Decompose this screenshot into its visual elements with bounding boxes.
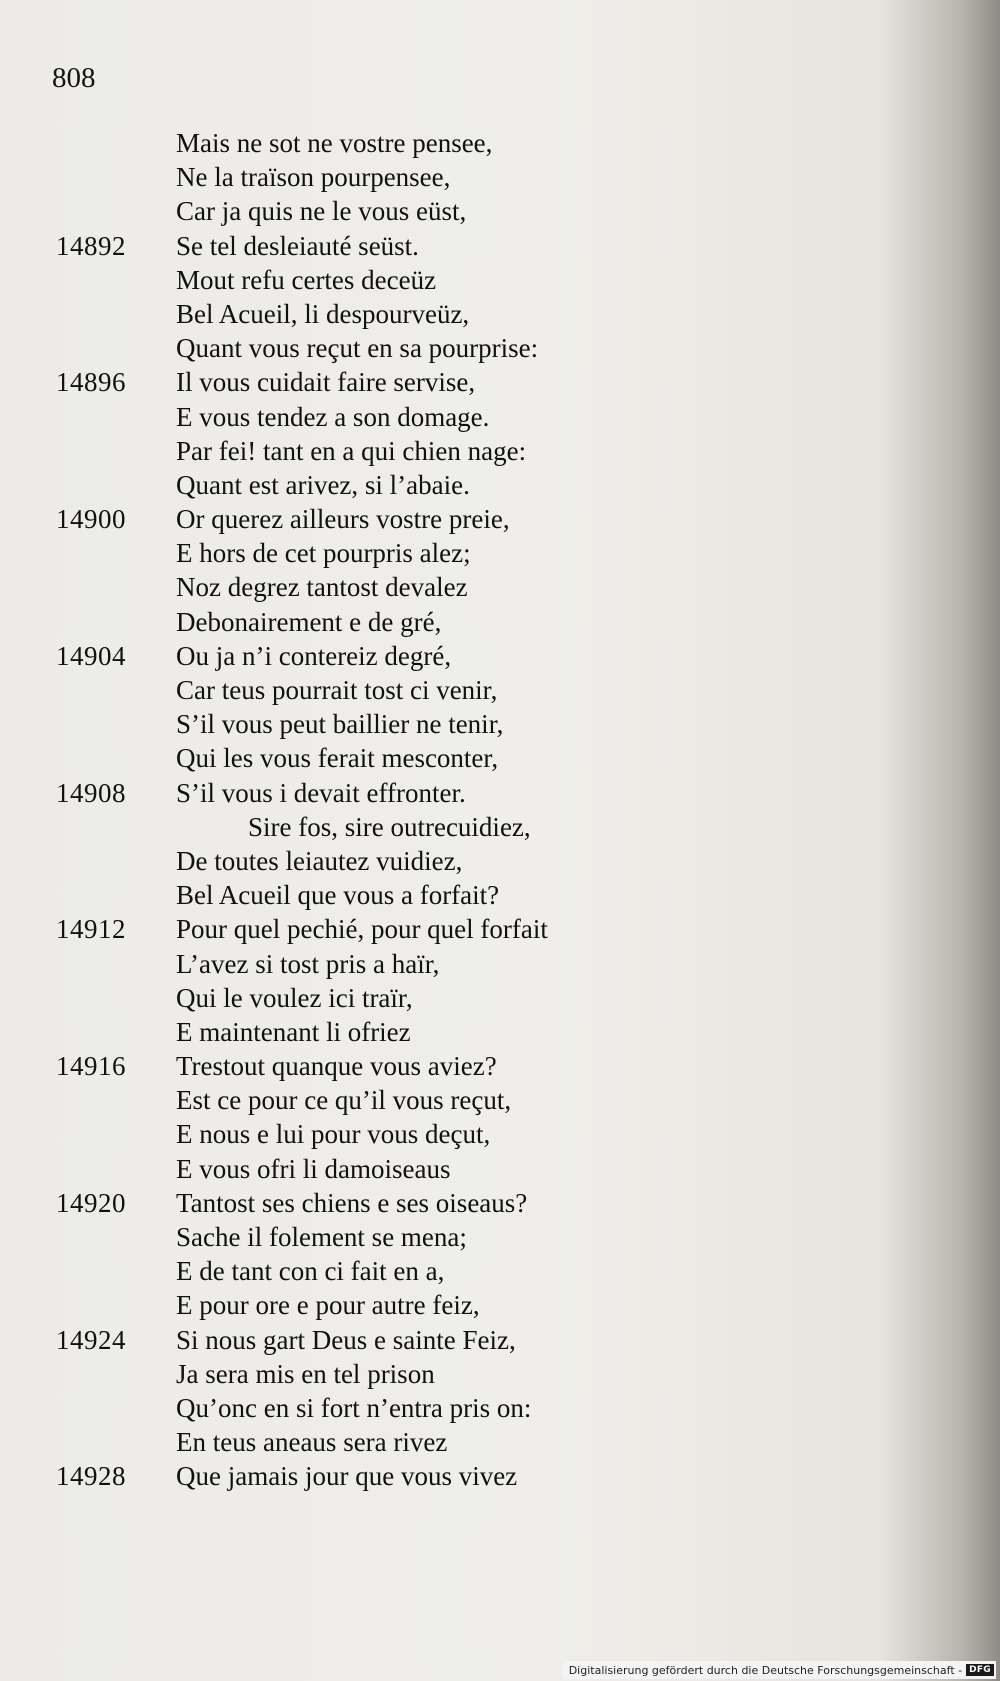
- dfg-logo-icon: DFG: [966, 1664, 994, 1676]
- verse-text: En teus aneaus sera rivez: [176, 1427, 448, 1458]
- verse-text: E vous ofri li damoiseaus: [176, 1153, 451, 1184]
- verse-line: [0, 1083, 900, 1117]
- verse-text: Noz degrez tantost devalez: [176, 572, 468, 603]
- verse-line: [0, 1288, 900, 1322]
- line-number: 14908: [56, 777, 126, 808]
- verse-text: Car teus pourrait tost ci venir,: [176, 675, 498, 705]
- verse-text: Que jamais jour que vous vivez: [176, 1461, 518, 1492]
- verse-text: Qu’onc en si fort n’entra pris on:: [176, 1392, 532, 1423]
- verse-line: [0, 502, 900, 536]
- verse-line: [0, 947, 900, 981]
- line-number: 14912: [56, 914, 126, 945]
- verse-text: Se tel desleiauté seüst.: [176, 230, 419, 261]
- verse-text: Bel Acueil que vous a forfait?: [176, 880, 500, 911]
- verse-line: [0, 1049, 900, 1083]
- verse-line: [0, 707, 900, 741]
- verse-line: [0, 1117, 900, 1151]
- verse-line: [0, 673, 900, 707]
- verse-text: Pour quel pechié, pour quel forfait: [176, 914, 548, 945]
- page-number: 808: [52, 62, 96, 94]
- verse-text: Quant est arivez, si l’abaie.: [176, 469, 470, 500]
- verse-line: [0, 570, 900, 604]
- verse-text: Ja sera mis en tel prison: [176, 1358, 435, 1389]
- verse-line: [0, 536, 900, 570]
- verse-text: E vous tendez a son domage.: [176, 401, 490, 432]
- verse-line: [0, 194, 900, 228]
- verse-text: E pour ore e pour autre feiz,: [176, 1290, 480, 1321]
- verse-text: S’il vous i devait effronter.: [176, 777, 466, 808]
- line-number: 14920: [56, 1187, 126, 1218]
- line-number: 14896: [56, 367, 126, 398]
- verse-text: Or querez ailleurs vostre preie,: [176, 504, 510, 535]
- verse-line: [0, 1357, 900, 1391]
- verse-line: [0, 605, 900, 639]
- verse-text: Mais ne sot ne vostre pensee,: [176, 128, 493, 158]
- line-number: 14900: [56, 504, 126, 535]
- verse-line: [0, 1254, 900, 1288]
- verse-line: [0, 400, 900, 434]
- verse-text: L’avez si tost pris a haïr,: [176, 948, 440, 979]
- verse-line: [0, 1459, 900, 1493]
- verse-text: Sire fos, sire outrecuidiez,: [248, 811, 531, 842]
- verse-text: E de tant con ci fait en a,: [176, 1256, 445, 1287]
- footer-credit: Digitalisierung gefördert durch die Deutsche Forschungsgemeinschaft -: [568, 1663, 963, 1677]
- verse-line: [0, 229, 900, 263]
- line-number: 14904: [56, 640, 126, 671]
- verse-text: Sache il folement se mena;: [176, 1222, 467, 1252]
- verse-text: Trestout quanque vous aviez?: [176, 1051, 497, 1082]
- verse-line: [0, 160, 900, 194]
- verse-line: [0, 1186, 900, 1220]
- line-number: 14892: [56, 230, 126, 261]
- verse-line: [0, 1015, 900, 1049]
- verse-line: [0, 1220, 900, 1254]
- verse-line: [0, 810, 900, 844]
- verse-text: De toutes leiautez vuidiez,: [176, 845, 463, 876]
- verse-line: [0, 639, 900, 673]
- verse-text: Est ce pour ce qu’il vous reçut,: [176, 1085, 512, 1116]
- verse-column: [0, 126, 900, 1494]
- verse-line: [0, 1425, 900, 1459]
- verse-line: [0, 468, 900, 502]
- verse-line: [0, 297, 900, 331]
- verse-text: Mout refu certes deceüz: [176, 264, 437, 295]
- verse-line: [0, 1391, 900, 1425]
- line-number: 14924: [56, 1324, 126, 1355]
- verse-text: E hors de cet pourpris alez;: [176, 538, 471, 569]
- verse-line: [0, 844, 900, 878]
- verse-line: [0, 741, 900, 775]
- verse-text: Quant vous reçut en sa pourprise:: [176, 333, 539, 364]
- verse-line: [0, 912, 900, 946]
- verse-text: E maintenant li ofriez: [176, 1016, 411, 1047]
- verse-line: [0, 776, 900, 810]
- verse-line: [0, 878, 900, 912]
- verse-text: Si nous gart Deus e sainte Feiz,: [176, 1324, 516, 1355]
- verse-text: S’il vous peut baillier ne tenir,: [176, 709, 504, 740]
- verse-text: Qui les vous ferait mesconter,: [176, 743, 499, 774]
- verse-text: Ne la traïson pourpensee,: [176, 162, 451, 193]
- verse-text: Par fei! tant en a qui chien nage:: [176, 435, 527, 466]
- verse-line: [0, 434, 900, 468]
- verse-text: Debonairement e de gré,: [176, 606, 442, 637]
- verse-line: [0, 365, 900, 399]
- verse-line: [0, 981, 900, 1015]
- verse-line: [0, 1323, 900, 1357]
- verse-text: E nous e lui pour vous deçut,: [176, 1119, 491, 1150]
- verse-line: [0, 1152, 900, 1186]
- digitization-footer: [563, 1661, 996, 1679]
- line-number: 14916: [56, 1051, 126, 1082]
- verse-text: Il vous cuidait faire servise,: [176, 367, 476, 398]
- line-number: 14928: [56, 1461, 126, 1492]
- verse-text: Car ja quis ne le vous eüst,: [176, 196, 467, 227]
- verse-line: [0, 126, 900, 160]
- verse-text: Bel Acueil, li despourveüz,: [176, 298, 470, 329]
- verse-text: Ou ja n’i contereiz degré,: [176, 640, 452, 671]
- verse-text: Tantost ses chiens e ses oiseaus?: [176, 1187, 528, 1218]
- verse-line: [0, 263, 900, 297]
- verse-text: Qui le voulez ici traïr,: [176, 982, 413, 1013]
- verse-line: [0, 331, 900, 365]
